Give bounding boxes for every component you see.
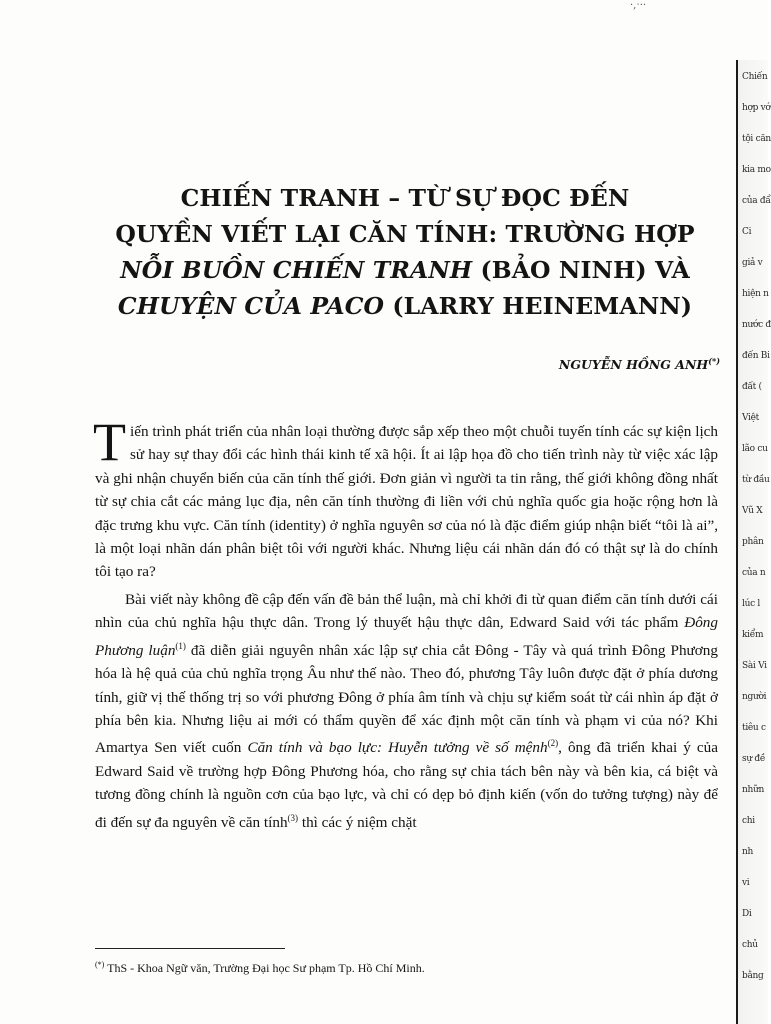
footnote-rule [95, 948, 285, 949]
edge-fragment: Chiến [742, 72, 768, 82]
title-line-3-rest: (BẢO NINH) VÀ [472, 256, 690, 284]
edge-fragment: chi [742, 816, 755, 826]
edge-fragment: từ đầu [742, 475, 770, 485]
edge-fragment: Vũ X [742, 506, 763, 516]
edge-fragment: Di [742, 909, 752, 919]
edge-fragment: Việt [742, 413, 759, 423]
title-work-2: CHUYỆN CỦA PACO [117, 292, 385, 320]
edge-fragment: giả v [742, 258, 763, 268]
edge-fragment: tội căn [742, 134, 771, 144]
paragraph-1 [93, 412, 718, 584]
edge-fragment: Sài Vi [742, 661, 767, 671]
footnote [95, 960, 715, 976]
edge-fragment: Ci [742, 227, 752, 237]
title-line-2: QUYỀN VIẾT LẠI CĂN TÍNH: TRƯỜNG HỢP [115, 220, 695, 248]
title-line-3 [95, 252, 715, 288]
ref-3: (3) [287, 812, 299, 823]
paragraph-1-text: iến trình phát triển của nhân loại thường được sắp xếp theo một chuỗi tuyến tính các sự kiện lịch sử hay sự thay đổi các hình thái kinh tế xã hội. Ít ai lập họa đồ cho tiến trình này từ việc xác lập và ghi nhận chuyển biến của căn tính thế giới. Đơn giản vì người ta tin rằng, thế giới không đồng nhất từ sự chia cắt các mảng lục địa, nên căn tính thường đi liền với chủ nghĩa quốc gia hoặc rộng hơn là đặc trưng khu vực. Căn tính (identity) ở nghĩa nguyên sơ của nó là đặc điểm giúp nhận biết “tôi là ai”, là một loại nhãn dán phân biệt tôi với người khác. Nhưng liệu cái nhãn dán đó có thật sự là do chính tôi tạo ra? [95, 423, 718, 581]
drop-cap: T [93, 412, 126, 472]
edge-fragment: phân [742, 537, 764, 547]
scan-speck: ·,ˑ·· [630, 0, 647, 11]
paragraph-2-part-1: Bài viết này không đề cập đến vấn đề bản thể luận, mà chỉ khởi đi từ quan điểm căn tính dưới cái nhìn của chủ nghĩa hậu thực dân. Trong lý thuyết hậu thực dân, Edward Said với tác phẩm [95, 590, 718, 632]
cited-work-1: Đông Phương luận [95, 614, 718, 659]
author-byline [430, 356, 720, 372]
edge-fragment: nhữn [742, 785, 764, 795]
edge-fragment: hợp vớ [742, 103, 771, 113]
edge-fragment: đến Bi [742, 351, 770, 361]
edge-fragment: tiêu c [742, 723, 766, 733]
title-line-4 [95, 288, 715, 324]
edge-fragment: hiện n [742, 289, 769, 299]
footnote-text: ThS - Khoa Ngữ văn, Trường Đại học Sư phạm Tp. Hồ Chí Minh. [104, 961, 425, 975]
edge-fragment: nh [742, 847, 753, 857]
edge-fragment: kia mo [742, 165, 771, 175]
edge-fragment: của đẩ [742, 196, 771, 206]
paragraph-2-part-4: thì các ý niệm chặt [298, 813, 417, 831]
edge-fragment: đất ( [742, 382, 762, 392]
title-line-4-rest: (LARRY HEINEMANN) [384, 292, 693, 320]
ref-1: (1) [175, 640, 186, 651]
cited-work-2: Căn tính và bạo lực: Huyễn tưởng về số mệnh [247, 739, 548, 757]
edge-fragment: lúc l [742, 599, 760, 609]
article-body [93, 412, 718, 834]
paragraph-2-part-3: , ông đã triển khai ý của Edward Said về trường hợp Đông Phương hóa, cho rằng sự chia tách bên này và bên kia, cá biệt và tương đồng chính là nguồn cơn của bạo lực, và chỉ có dẹp bỏ định kiến (vốn do tưởng tượng) này để đi đến sự đa nguyên về căn tính [95, 739, 718, 831]
footnote-marker: (*) [95, 960, 105, 969]
edge-fragment: người [742, 692, 767, 702]
author-name: NGUYỄN HỒNG ANH [558, 357, 709, 373]
edge-fragment: chủ [742, 940, 758, 950]
title-line-1: CHIẾN TRANH – TỪ SỰ ĐỌC ĐẾN [180, 184, 630, 212]
edge-fragment: sự đề [742, 754, 766, 764]
edge-fragment: lão cu [742, 444, 768, 454]
paragraph-2 [95, 588, 718, 834]
edge-fragment: của n [742, 568, 766, 578]
edge-fragment: nước đ [742, 320, 771, 330]
author-footnote-marker: (*) [708, 356, 720, 366]
ref-2: (2) [547, 738, 559, 749]
paragraph-2-part-2: đã diễn giải nguyên nhân xác lập sự chia cắt Đông - Tây và quá trình Đông Phương hóa là hệ quả của chủ nghĩa trọng Âu như thế nào. Theo đó, phương Tây luôn được đặt ở phía dương tính, giữ vị thế thống trị so với phương Đông ở phía âm tính và chịu sự kiểm soát từ cái nhìn áp đặt ở phía bên kia. Nhưng liệu ai mới có thẩm quyền để xác định một căn tính và phạm vi của nó? Khi Amartya Sen viết cuốn [95, 641, 718, 757]
article-title [95, 180, 715, 324]
edge-fragment: kiểm [742, 630, 764, 640]
title-work-1: NỖI BUỒN CHIẾN TRANH [120, 256, 473, 284]
adjacent-page-edge [736, 60, 771, 1024]
edge-fragment: vi [742, 878, 750, 888]
edge-fragment: bằng [742, 971, 764, 981]
